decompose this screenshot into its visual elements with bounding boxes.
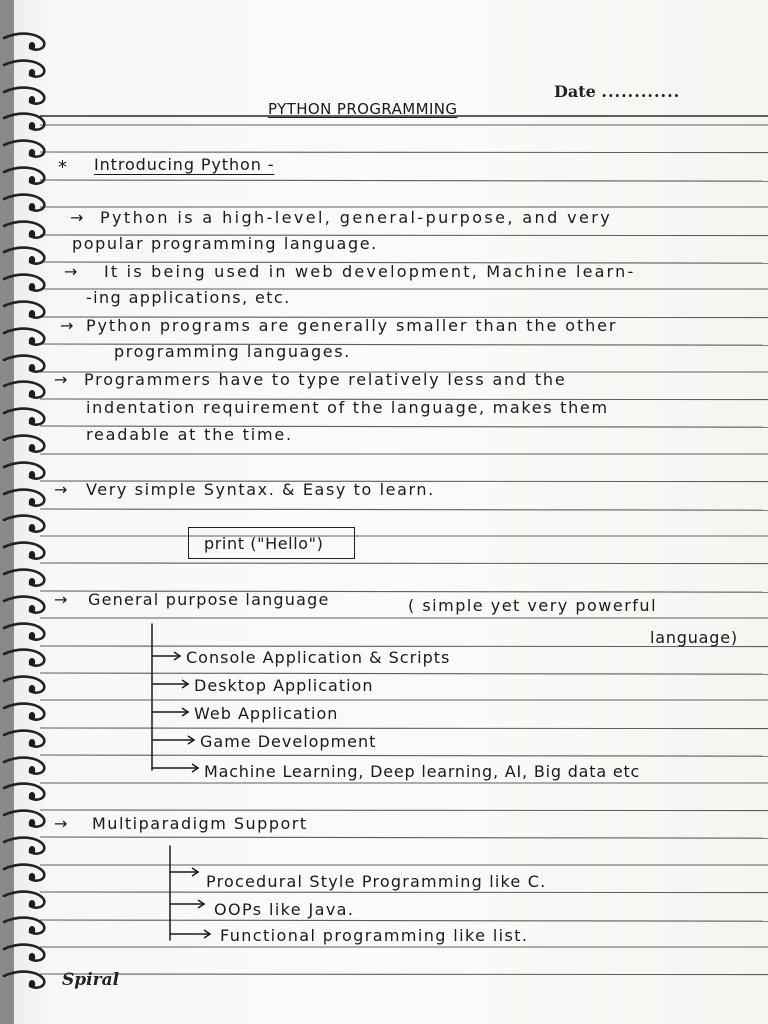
text-line-12: Multiparadigm Support: [92, 814, 308, 833]
arrow-icon: →: [70, 208, 85, 227]
gp-item-4: Game Development: [200, 732, 377, 751]
gp-item-5: Machine Learning, Deep learning, AI, Big data etc: [204, 762, 641, 781]
gp-item-1: Console Application & Scripts: [186, 648, 451, 667]
gp-item-2: Desktop Application: [194, 676, 374, 695]
brand-logo: Spiral: [62, 970, 120, 990]
arrow-icon: →: [54, 370, 69, 389]
text-line-9: readable at the time.: [86, 425, 293, 444]
arrow-icon: →: [54, 590, 69, 609]
text-line-7: Programmers have to type relatively less and the: [84, 370, 567, 389]
text-line-4: -ing applications, etc.: [86, 288, 291, 307]
text-line-10: Very simple Syntax. & Easy to learn.: [86, 480, 435, 499]
text-line-2: popular programming language.: [72, 234, 378, 253]
text-line-3: It is being used in web development, Machine learn-: [104, 262, 636, 281]
text-line-11c: language): [650, 628, 738, 647]
text-line-5: Python programs are generally smaller than the other: [86, 316, 618, 335]
arrow-icon: →: [54, 814, 69, 833]
intro-heading: Introducing Python -: [94, 155, 275, 174]
code-sample: print ("Hello"): [204, 534, 324, 553]
mp-item-2: OOPs like Java.: [214, 900, 355, 919]
gp-item-3: Web Application: [194, 704, 339, 723]
date-label: Date: [554, 82, 596, 101]
text-line-11: General purpose language: [88, 590, 330, 609]
date-dots: ............: [601, 82, 681, 101]
mp-item-1: Procedural Style Programming like C.: [206, 872, 547, 891]
page-title: PYTHON PROGRAMMING: [268, 100, 458, 118]
bullet-star: *: [58, 157, 68, 178]
text-line-8: indentation requirement of the language, makes them: [86, 398, 609, 417]
text-line-11b: ( simple yet very powerful: [408, 596, 658, 615]
arrow-icon: →: [60, 316, 75, 335]
arrow-icon: →: [54, 480, 69, 499]
text-line-1: Python is a high-level, general-purpose, and very: [100, 208, 613, 227]
arrow-icon: →: [64, 262, 79, 281]
text-line-6: programming languages.: [114, 342, 351, 361]
mp-item-3: Functional programming like list.: [220, 926, 529, 945]
